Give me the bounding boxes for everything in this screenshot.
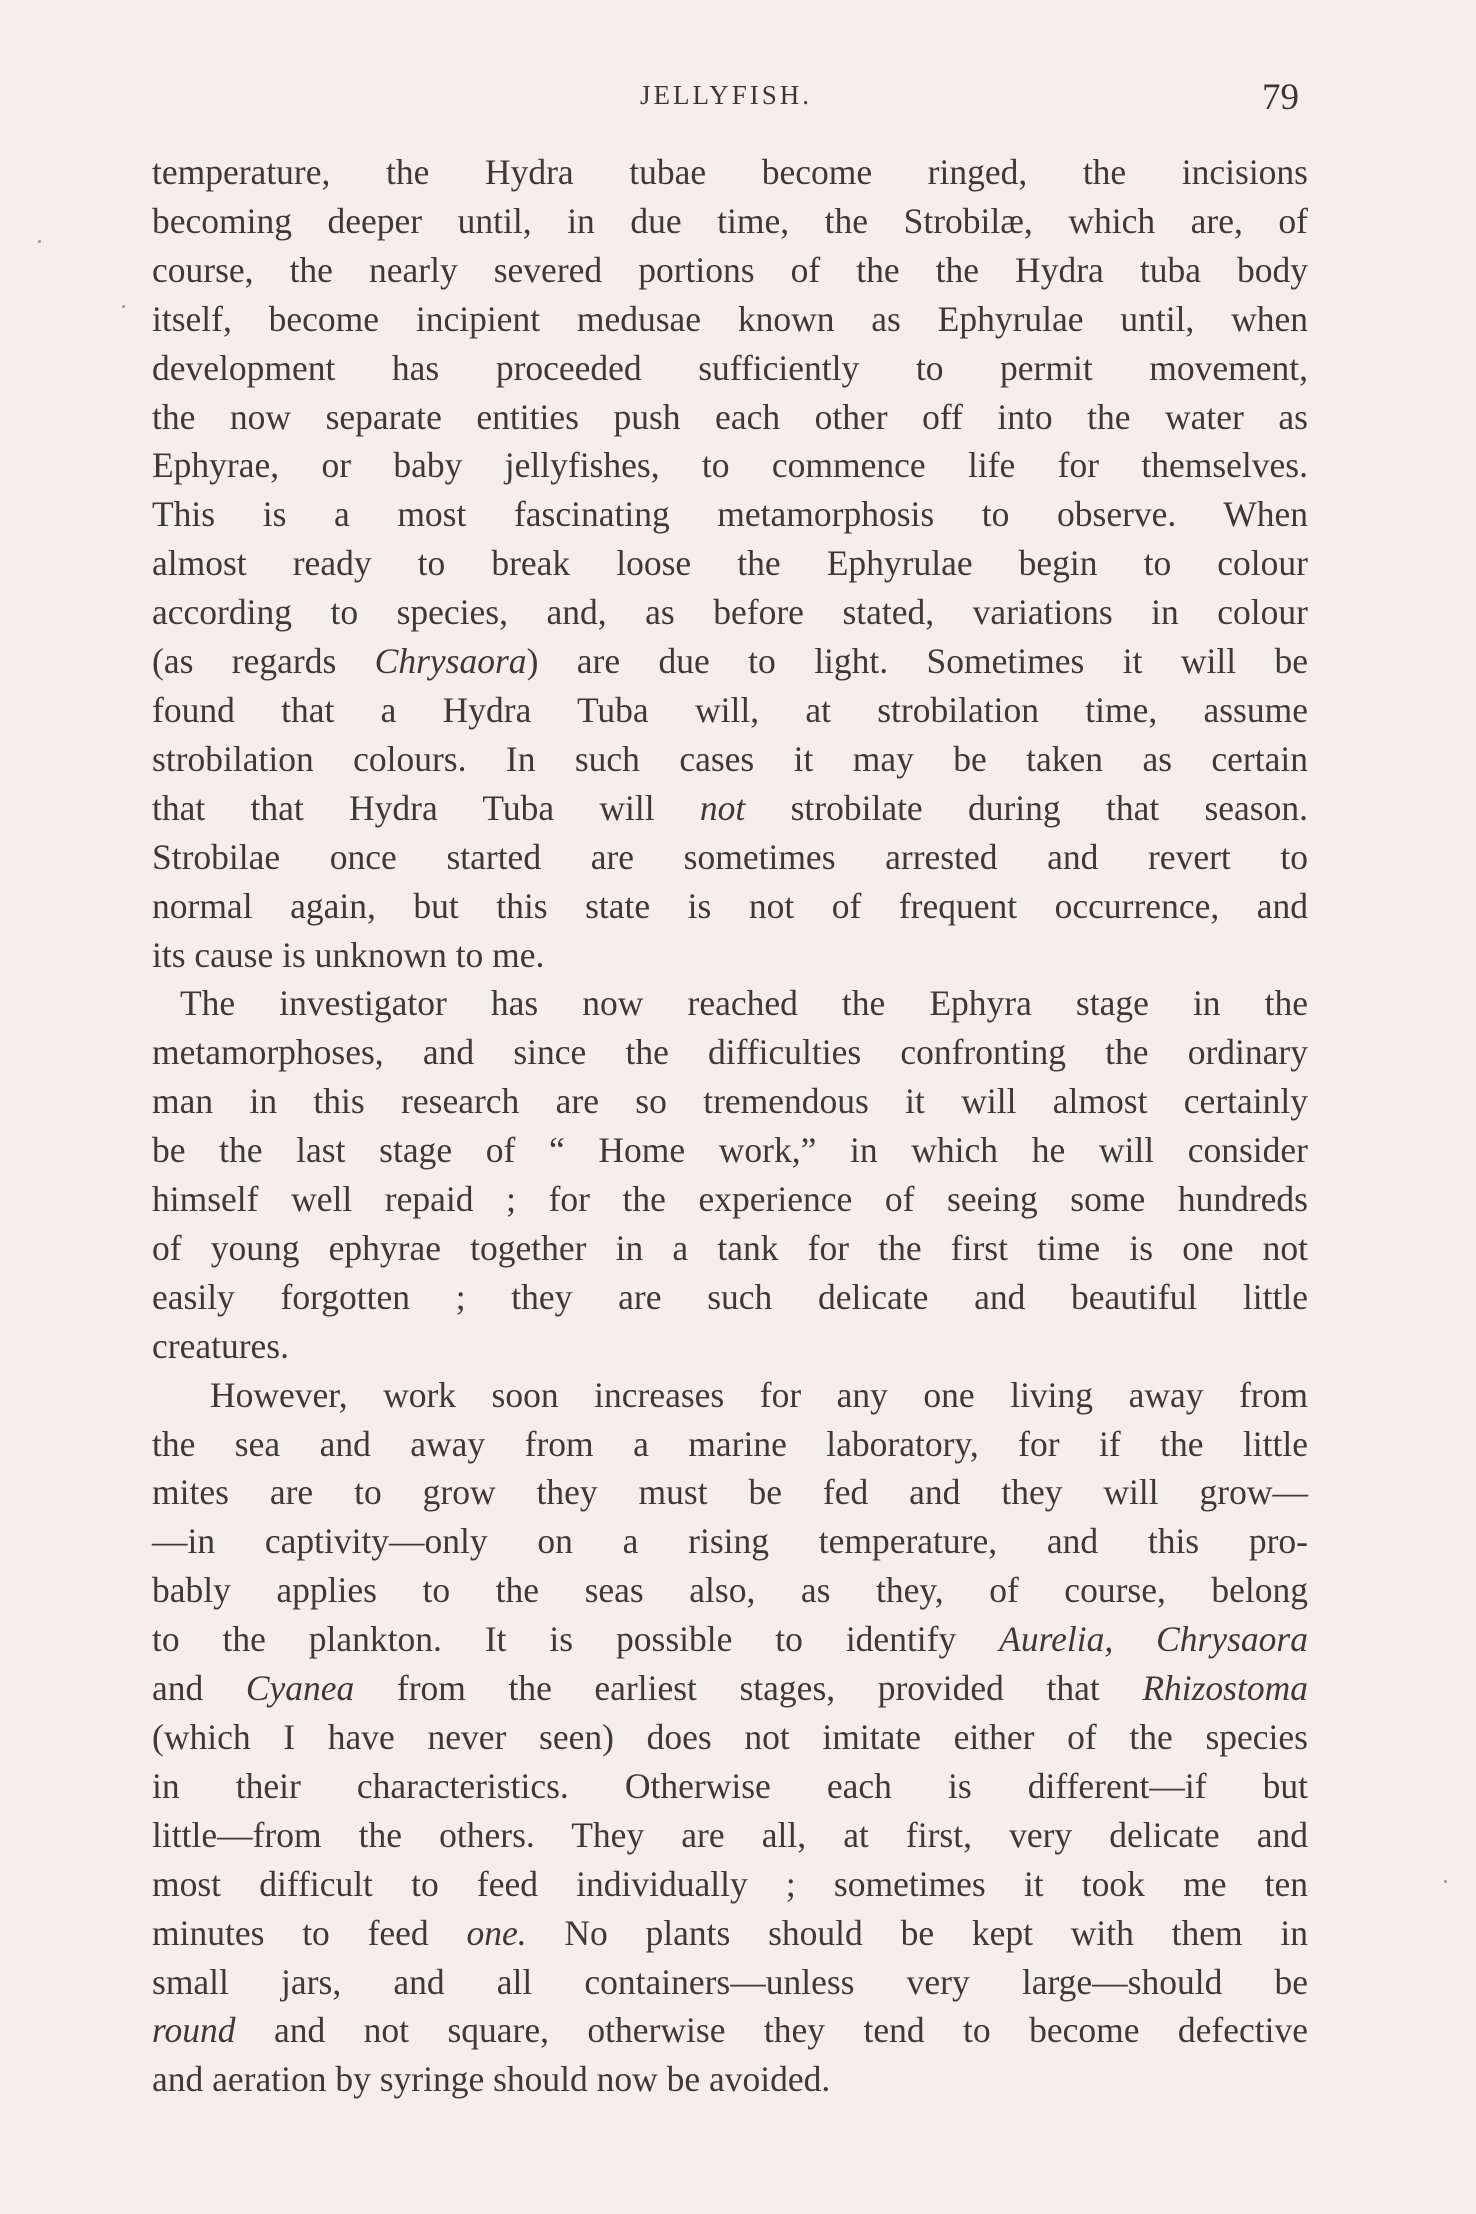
text-line — [152, 735, 1308, 784]
text-line — [152, 1517, 1308, 1566]
italic-text: Chrysaora — [374, 641, 527, 682]
paragraph — [152, 979, 1308, 1370]
text-run: becoming deeper until, in due time, the Strobilæ, which are, of — [152, 200, 1308, 241]
running-title: JELLYFISH. — [640, 80, 813, 110]
paragraph — [152, 1371, 1308, 2105]
text-line — [152, 539, 1308, 588]
paper-speck — [38, 240, 41, 243]
text-run: in their characteristics. Otherwise each is different—if but — [152, 1765, 1308, 1806]
text-line — [152, 588, 1308, 637]
text-run: itself, become incipient medusae known as Ephyrulae until, when — [152, 298, 1308, 339]
text-run: to the plankton. It is possible to identify — [152, 1619, 1000, 1660]
text-line — [152, 833, 1308, 882]
text-run: easily forgotten ; they are such delicate and beautiful little — [152, 1276, 1308, 1317]
text-run: (which I have never seen) does not imitate either of the species — [152, 1717, 1308, 1757]
text-line — [152, 686, 1308, 735]
body-text — [152, 148, 1308, 2104]
text-run: Strobilae once started are sometimes arrested and revert to — [152, 836, 1308, 877]
text-line — [152, 1811, 1308, 1860]
text-line — [152, 882, 1308, 931]
text-line — [152, 1224, 1308, 1273]
text-line — [152, 1077, 1308, 1126]
text-run: that that Hydra Tuba will — [152, 787, 700, 828]
text-line — [152, 979, 1308, 1028]
text-run: minutes to feed — [152, 1912, 467, 1953]
text-line — [152, 295, 1308, 344]
text-line — [152, 246, 1308, 295]
paragraph — [152, 148, 1308, 979]
text-run: No plants should be kept with them in — [526, 1912, 1309, 1953]
text-line — [152, 1371, 1308, 1420]
text-line — [152, 784, 1308, 833]
text-line — [152, 1762, 1308, 1811]
text-run: The investigator has now reached the Ephyra stage in the — [180, 983, 1308, 1024]
text-run: according to species, and, as before stated, variations in colour — [152, 592, 1308, 633]
text-run: ) are due to light. Sometimes it will be — [526, 641, 1308, 682]
text-run: from the earliest stages, provided that — [354, 1668, 1143, 1709]
italic-text: Rhizostoma — [1142, 1668, 1308, 1709]
text-run: and aeration by syringe should now be avoided. — [152, 2059, 831, 2100]
text-run: temperature, the Hydra tubae become ringed, the incisions — [152, 152, 1308, 192]
text-run: —in captivity—only on a rising temperature, and this pro- — [152, 1521, 1308, 1562]
text-run: little—from the others. They are all, at first, very delicate and — [152, 1814, 1308, 1855]
text-run: and — [152, 1668, 246, 1709]
text-line — [152, 1566, 1308, 1615]
text-line — [152, 1664, 1308, 1713]
text-line — [152, 490, 1308, 539]
text-line — [152, 1126, 1308, 1175]
text-line — [152, 1615, 1308, 1664]
text-run: the now separate entities push each other off into the water as — [152, 396, 1308, 437]
text-line — [152, 441, 1308, 490]
text-run: strobilate during that season. — [745, 787, 1308, 828]
text-line — [152, 2006, 1308, 2055]
text-run: almost ready to break loose the Ephyrulae begin to colour — [152, 543, 1308, 584]
text-run: However, work soon increases for any one living away from — [210, 1374, 1308, 1415]
text-run: bably applies to the seas also, as they, of course, belong — [152, 1570, 1308, 1611]
text-line — [152, 1420, 1308, 1469]
text-run: man in this research are so tremendous it will almost certainly — [152, 1081, 1308, 1122]
text-line — [152, 197, 1308, 246]
italic-text: round — [152, 2010, 236, 2051]
text-line — [152, 148, 1308, 197]
text-run: mites are to grow they must be fed and they will grow— — [152, 1472, 1308, 1513]
text-line — [152, 931, 1308, 980]
text-run: and not square, otherwise they tend to become defective — [235, 2010, 1308, 2051]
text-run: course, the nearly severed portions of the the Hydra tuba body — [152, 249, 1308, 290]
text-line — [152, 344, 1308, 393]
paper-speck — [1444, 1880, 1447, 1883]
text-run: most difficult to feed individually ; sometimes it took me ten — [152, 1863, 1308, 1904]
text-run: be the last stage of “ Home work,” in which he will consider — [152, 1130, 1308, 1171]
text-run: himself well repaid ; for the experience of seeing some hundreds — [152, 1179, 1308, 1220]
page-number: 79 — [1262, 77, 1299, 118]
paper-speck — [122, 305, 125, 308]
text-run: (as regards — [152, 641, 375, 682]
text-run: Ephyrae, or baby jellyfishes, to commence life for themselves. — [152, 445, 1308, 486]
italic-text: Aurelia, Chrysaora — [999, 1619, 1308, 1660]
text-run: found that a Hydra Tuba will, at strobilation time, assume — [152, 689, 1308, 730]
text-line — [152, 1028, 1308, 1077]
italic-text: Cyanea — [245, 1668, 355, 1709]
text-line — [152, 1713, 1308, 1762]
text-line — [152, 637, 1308, 686]
text-run: normal again, but this state is not of frequent occurrence, and — [152, 885, 1308, 926]
text-line — [152, 1860, 1308, 1909]
text-line — [152, 1322, 1308, 1371]
text-run: its cause is unknown to me. — [152, 934, 545, 975]
italic-text: one. — [466, 1912, 527, 1953]
text-line — [152, 1273, 1308, 1322]
text-line — [152, 1175, 1308, 1224]
text-run: development has proceeded sufficiently to permit movement, — [152, 347, 1308, 388]
text-line — [152, 393, 1308, 442]
text-run: of young ephyrae together in a tank for the first time is one not — [152, 1227, 1308, 1268]
text-run: small jars, and all containers—unless very large—should be — [152, 1961, 1308, 2002]
text-line — [152, 1909, 1308, 1958]
text-run: strobilation colours. In such cases it may be taken as certain — [152, 738, 1308, 779]
text-run: metamorphoses, and since the difficulties confronting the ordinary — [152, 1032, 1308, 1073]
text-line — [152, 1468, 1308, 1517]
text-run: This is a most fascinating metamorphosis to observe. When — [152, 494, 1308, 535]
text-line — [152, 1958, 1308, 2007]
text-run: creatures. — [152, 1325, 289, 1366]
text-line — [152, 2055, 1308, 2104]
italic-text: not — [699, 787, 746, 828]
text-run: the sea and away from a marine laboratory, for if the little — [152, 1423, 1308, 1464]
running-head — [0, 76, 1476, 126]
